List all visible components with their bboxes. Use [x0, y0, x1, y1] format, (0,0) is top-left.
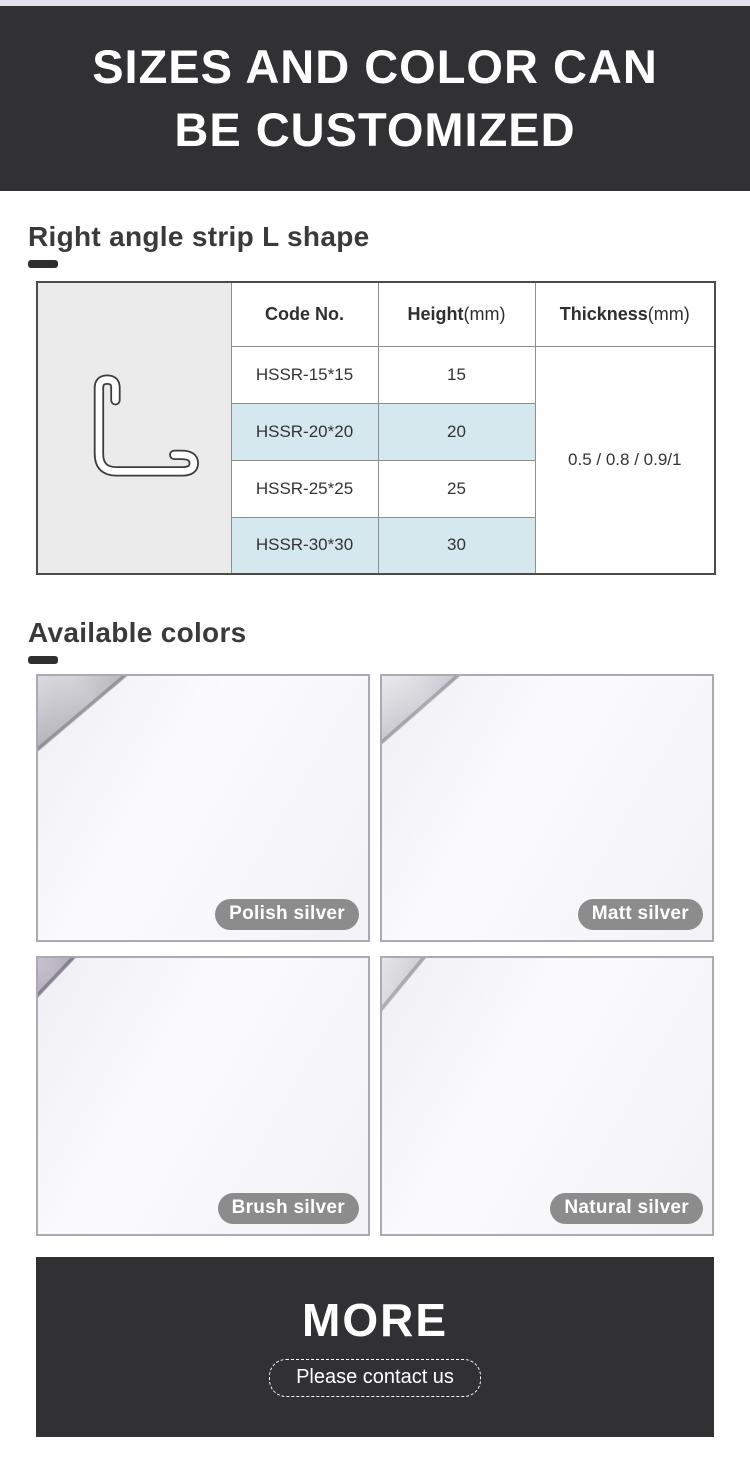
height-cell: 30 [378, 517, 535, 574]
banner-title-line1: SIZES AND COLOR CAN [92, 40, 658, 94]
code-cell: HSSR-30*30 [231, 517, 378, 574]
color-card-natural-silver [380, 956, 714, 1236]
more-heading: MORE [302, 1294, 448, 1346]
height-cell: 20 [378, 403, 535, 460]
color-card-polish-silver [36, 674, 370, 942]
col-header-code: Code No. [231, 282, 378, 346]
color-card-brush-silver [36, 956, 370, 1236]
l-profile-drawing-cell [37, 282, 231, 574]
title-dash [28, 260, 58, 268]
footer-banner [36, 1257, 714, 1437]
contact-us-button[interactable]: Please contact us [269, 1359, 481, 1397]
banner-title [92, 36, 658, 160]
height-cell: 25 [378, 460, 535, 517]
color-label-brush-silver: Brush silver [218, 1193, 359, 1224]
col-header-thickness: Thickness(mm) [535, 282, 715, 346]
code-cell: HSSR-15*15 [231, 346, 378, 403]
l-profile-drawing [67, 359, 201, 493]
color-label-polish-silver: Polish silver [215, 899, 359, 930]
sizes-section-title: Right angle strip L shape [28, 221, 370, 252]
banner-title-line2: BE CUSTOMIZED [174, 102, 576, 156]
colors-section-title: Available colors [28, 617, 247, 648]
code-cell: HSSR-20*20 [231, 403, 378, 460]
col-header-height: Height(mm) [378, 282, 535, 346]
header-banner [0, 6, 750, 191]
color-label-matt-silver: Matt silver [578, 899, 703, 930]
size-table [36, 281, 716, 575]
code-cell: HSSR-25*25 [231, 460, 378, 517]
color-card-matt-silver [380, 674, 714, 942]
color-label-natural-silver: Natural silver [550, 1193, 703, 1224]
thickness-cell: 0.5 / 0.8 / 0.9/1 [535, 346, 715, 574]
color-image-grid [36, 674, 714, 1236]
height-cell: 15 [378, 346, 535, 403]
title-dash [28, 656, 58, 664]
